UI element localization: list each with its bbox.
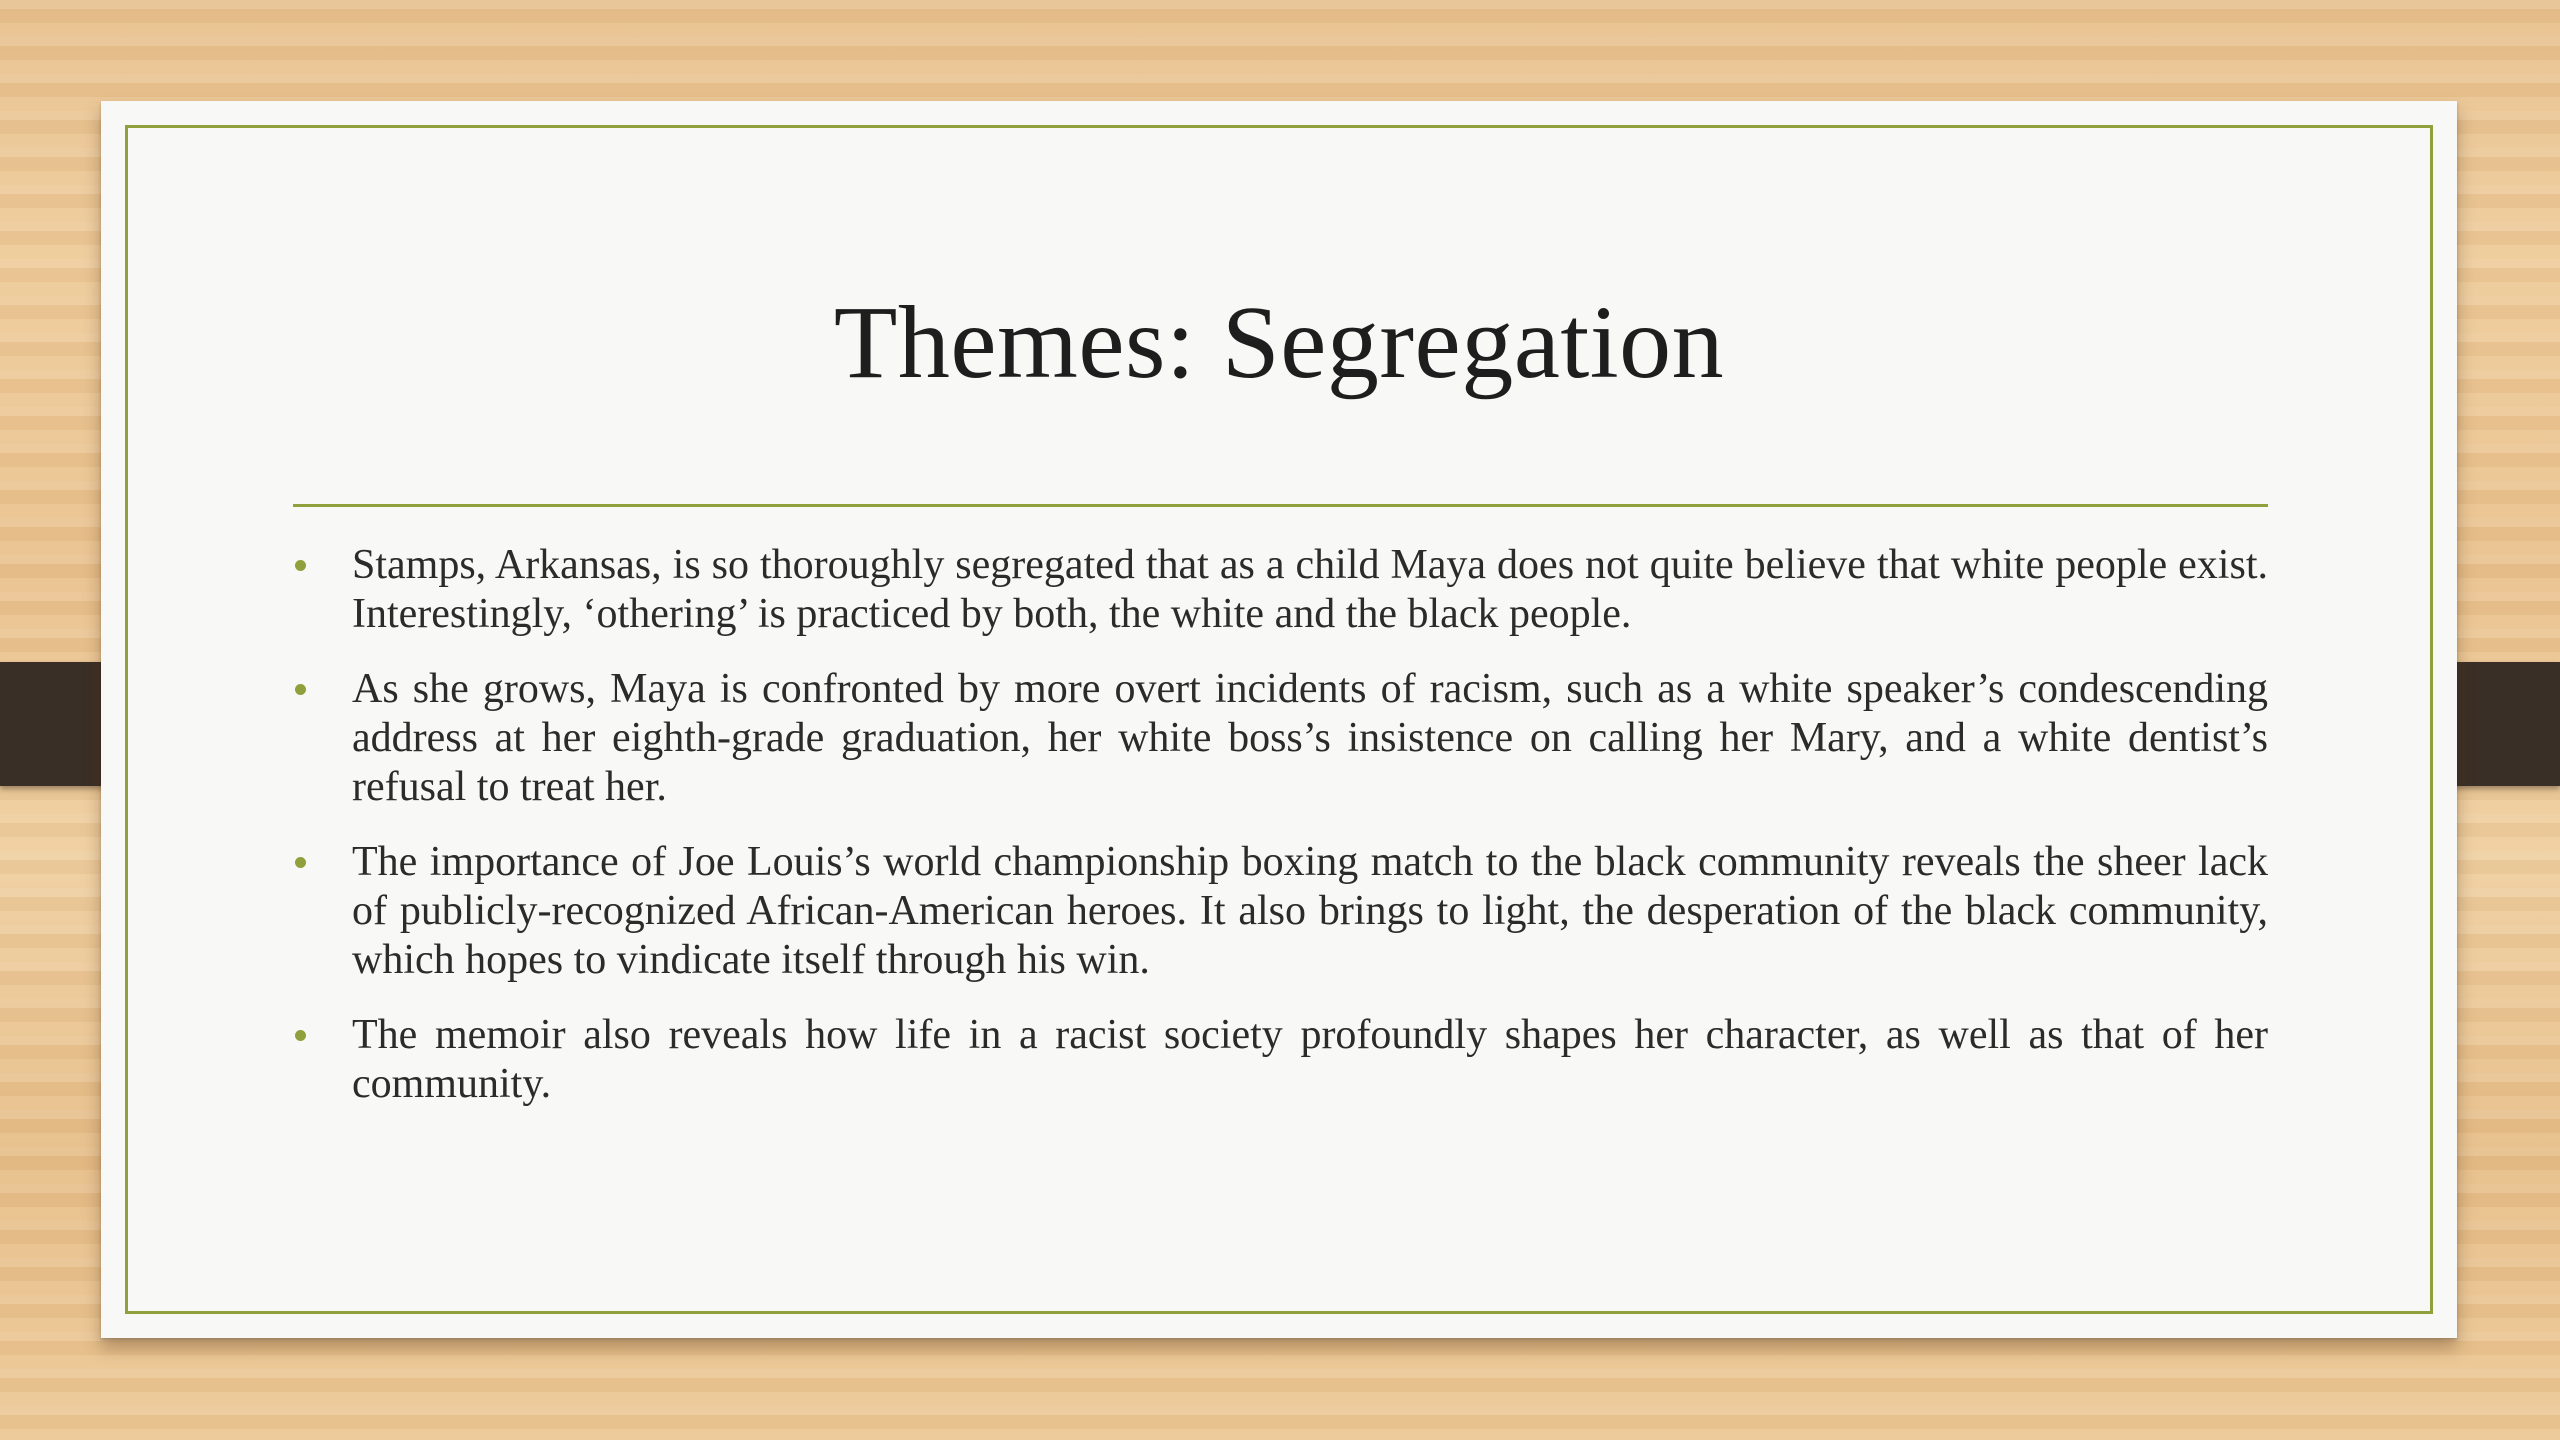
slide-card xyxy=(101,101,2457,1338)
bullet-item xyxy=(293,665,2268,812)
bullet-dot-icon xyxy=(295,684,306,695)
bullet-item xyxy=(293,541,2268,639)
slide-title: Themes: Segregation xyxy=(833,285,1725,400)
bullet-text: The memoir also reveals how life in a racist society profoundly shapes her character, as well as that of her community. xyxy=(352,1012,2268,1107)
bullet-text: The importance of Joe Louis’s world championship boxing match to the black community reveals the sheer lack of publicly-recognized African-American heroes. It also brings to light, the desperation of the black community, which hopes to vindicate itself through his win. xyxy=(352,839,2268,983)
bullet-text: Stamps, Arkansas, is so thoroughly segregated that as a child Maya does not quite believe that white people exist. Interestingly, ‘othering’ is practiced by both, the white and the black people. xyxy=(352,542,2268,637)
bullet-dot-icon xyxy=(295,1030,306,1041)
title-divider xyxy=(293,504,2268,507)
bullet-dot-icon xyxy=(295,857,306,868)
bullet-list xyxy=(293,541,2268,1135)
bullet-item xyxy=(293,1011,2268,1109)
bullet-item xyxy=(293,838,2268,985)
bullet-text: As she grows, Maya is confronted by more overt incidents of racism, such as a white speaker’s condescending address at her eighth-grade graduation, her white boss’s insistence on calling her Mary, and a white dentist’s refusal to treat her. xyxy=(352,666,2268,810)
bullet-dot-icon xyxy=(295,560,306,571)
